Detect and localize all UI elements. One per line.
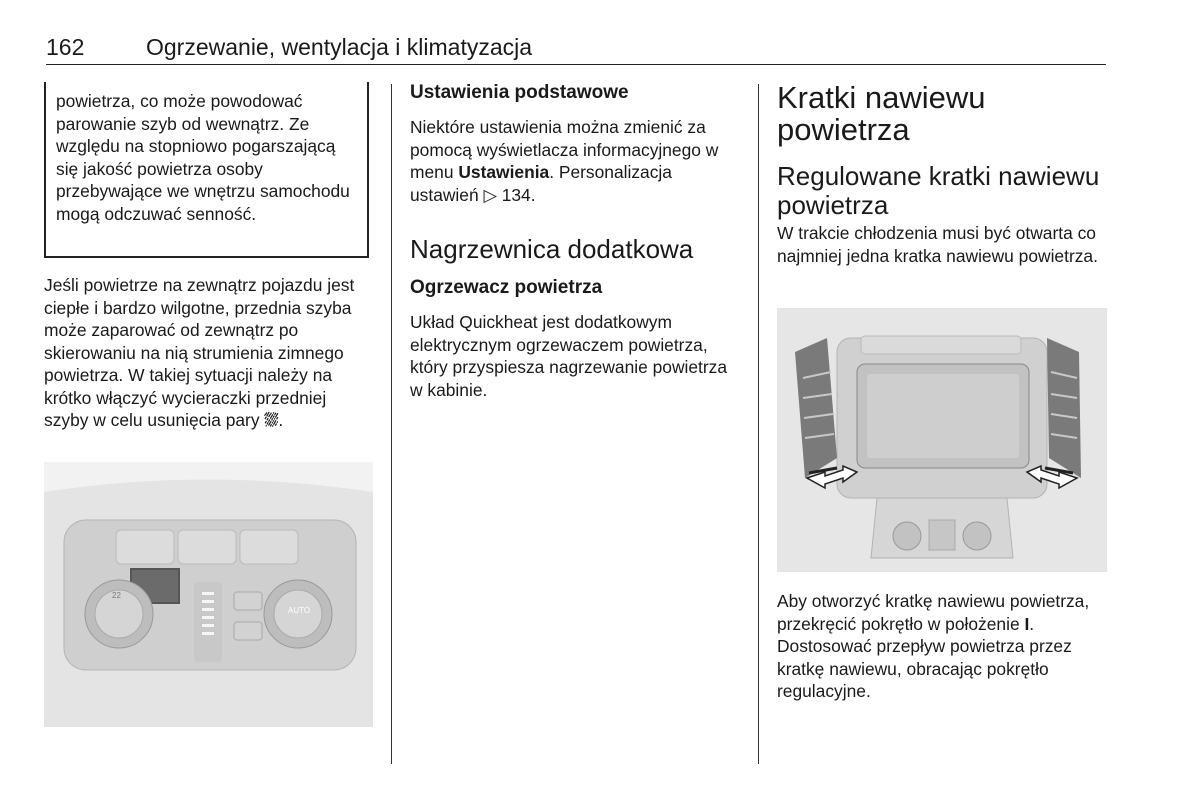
reference-arrow-icon: ▷ bbox=[483, 184, 497, 205]
air-vents-illustration bbox=[777, 308, 1107, 572]
climate-control-panel-figure bbox=[44, 462, 373, 727]
open-vent-paragraph: Aby otworzyć kratkę nawiewu powietrza, przekręcić pokrętło w położenie I. Dostosować przepływ powietrza przez kratkę nawiewu, obracając pokrętło regulacyjne. bbox=[777, 591, 1090, 701]
page-number: 162 bbox=[46, 34, 85, 60]
settings-menu-name: Ustawienia bbox=[458, 162, 550, 182]
temp-left-label: 22 bbox=[112, 591, 121, 600]
auto-label: AUTO bbox=[288, 606, 311, 615]
settings-paragraph: Niektóre ustawienia można zmienić za pomocą wyświetlacza informacyjnego w menu Ustawienia. Personalizacja ustawień ▷ 134. bbox=[410, 117, 719, 205]
adjustable-vents-heading: Regulowane kratki nawiewu powietrza bbox=[777, 161, 1100, 220]
air-heater-paragraph: Układ Quickheat jest dodatkowym elektrycznym ogrzewaczem powietrza, który przyspiesza nagrzewanie powietrza w kabinie. bbox=[410, 312, 728, 400]
climate-panel-illustration bbox=[44, 462, 373, 727]
air-heater-heading: Ogrzewacz powietrza bbox=[410, 277, 603, 298]
settings-heading: Ustawienia podstawowe bbox=[410, 82, 629, 103]
column-3 bbox=[777, 82, 1107, 267]
air-vents-figure bbox=[777, 308, 1107, 572]
column-2 bbox=[410, 82, 740, 401]
reference-page: 134. bbox=[501, 184, 536, 205]
vents-heading: Kratki nawiewu powietrza bbox=[777, 80, 986, 147]
condensation-text: Jeśli powietrze na zewnątrz pojazdu jest ciepłe i bardzo wilgotne, przednia szyba może zaparować od zewnątrz po skierowaniu na nią strumienia zimnego powietrza. W takiej sytuacji należy na krótko włączyć wycieraczki przedniej szyby w celu usunięcia pary bbox=[44, 275, 355, 430]
open-position-symbol: I bbox=[1024, 613, 1030, 634]
column-divider-1 bbox=[391, 84, 392, 764]
notice-box bbox=[44, 82, 369, 258]
condensation-paragraph: Jeśli powietrze na zewnątrz pojazdu jest ciepłe i bardzo wilgotne, przednia szyba może zaparować od zewnątrz po skierowaniu na nią strumienia zimnego powietrza. W takiej sytuacji należy na krótko włączyć wycieraczki przedniej szyby w celu usunięcia pary ⛆. bbox=[44, 275, 355, 430]
page-header bbox=[46, 34, 1106, 68]
heater-heading: Nagrzewnica dodatkowa bbox=[410, 234, 694, 264]
column-1-body bbox=[44, 274, 374, 432]
notice-text: powietrza, co może powodować parowanie szyb od wewnątrz. Ze względu na stopniowo pogarszającą się jakość powietrza osoby przebywające we wnętrzu samochodu mogą odczuwać senność. bbox=[56, 91, 350, 224]
chapter-title: Ogrzewanie, wentylacja i klimatyzacja bbox=[146, 34, 533, 60]
column-3-lower bbox=[777, 590, 1107, 703]
header-divider bbox=[46, 64, 1106, 65]
adjustable-vents-paragraph: W trakcie chłodzenia musi być otwarta co najmniej jedna kratka nawiewu powietrza. bbox=[777, 223, 1098, 266]
column-divider-2 bbox=[758, 84, 759, 764]
wiper-icon: ⛆ bbox=[264, 410, 279, 430]
